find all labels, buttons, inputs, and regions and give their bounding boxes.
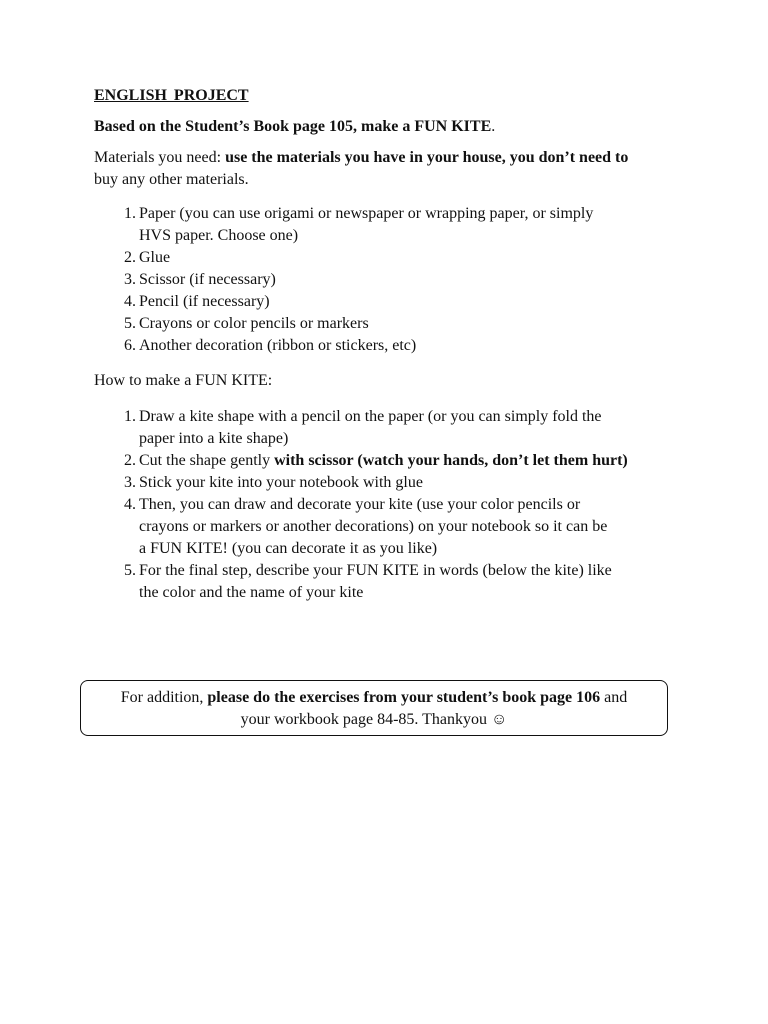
list-number: 5. [124,562,136,579]
list-item [94,472,680,494]
list-item [94,335,680,357]
list-item [94,247,680,269]
list-item [94,560,680,604]
list-item-text: Cut the shape gently [139,452,275,469]
steps-list [94,406,680,604]
list-item [94,313,680,335]
materials-emphasis: use the materials you have in your house, you don’t need to [225,149,629,166]
list-item [94,450,680,472]
list-item-text: Scissor (if necessary) [139,271,276,288]
list-item-text: Then, you can draw and decorate your kite (use your color pencils or [139,496,581,513]
howto-heading: How to make a FUN KITE: [94,372,273,389]
materials-paragraph [94,147,680,191]
document-title: ENGLISH PROJECT [94,87,249,104]
list-number: 1. [124,205,136,222]
intro-line [94,116,680,138]
note-post: and [600,689,628,706]
list-item [94,406,680,450]
list-item-text-cont: a FUN KITE! (you can decorate it as you like) [139,540,438,557]
note-emphasis: please do the exercises from your student’s book page 106 [207,689,601,706]
materials-list [94,203,680,357]
list-item-text: Another decoration (ribbon or stickers, etc) [139,337,417,354]
materials-line-2: buy any other materials. [94,171,249,188]
list-item-text-cont: crayons or markers or another decorations) on your notebook so it can be [139,518,608,535]
list-number: 4. [124,293,136,310]
note-pre: For addition, [120,689,208,706]
note-box [80,680,668,736]
list-item [94,269,680,291]
list-item-text-cont: paper into a kite shape) [139,430,289,447]
list-number: 5. [124,315,136,332]
list-item-text: Glue [139,249,171,266]
list-item-text: Draw a kite shape with a pencil on the paper (or you can simply fold the [139,408,602,425]
list-number: 1. [124,408,136,425]
list-item [94,291,680,313]
intro-end: . [491,118,496,135]
list-item-text-cont: HVS paper. Choose one) [139,227,299,244]
list-number: 4. [124,496,136,513]
intro-text: Based on the Student’s Book page 105, make a FUN KITE [94,118,492,135]
list-item [94,203,680,247]
list-number: 3. [124,474,136,491]
list-item-text-cont: the color and the name of your kite [139,584,364,601]
list-number: 3. [124,271,136,288]
list-item-emphasis: with scissor (watch your hands, don’t let them hurt) [274,452,628,469]
list-item [94,494,680,560]
materials-label: Materials you need: [94,149,226,166]
list-item-text: For the final step, describe your FUN KITE in words (below the kite) like [139,562,612,579]
list-item-text: Crayons or color pencils or markers [139,315,369,332]
note-line-2: your workbook page 84-85. Thankyou ☺ [240,711,508,728]
list-item-text: Paper (you can use origami or newspaper or wrapping paper, or simply [139,205,594,222]
list-item-text: Pencil (if necessary) [139,293,270,310]
list-number: 2. [124,452,136,469]
list-number: 2. [124,249,136,266]
document-page [94,85,680,604]
materials-line-1 [94,147,680,169]
list-number: 6. [124,337,136,354]
list-item-text: Stick your kite into your notebook with glue [139,474,423,491]
